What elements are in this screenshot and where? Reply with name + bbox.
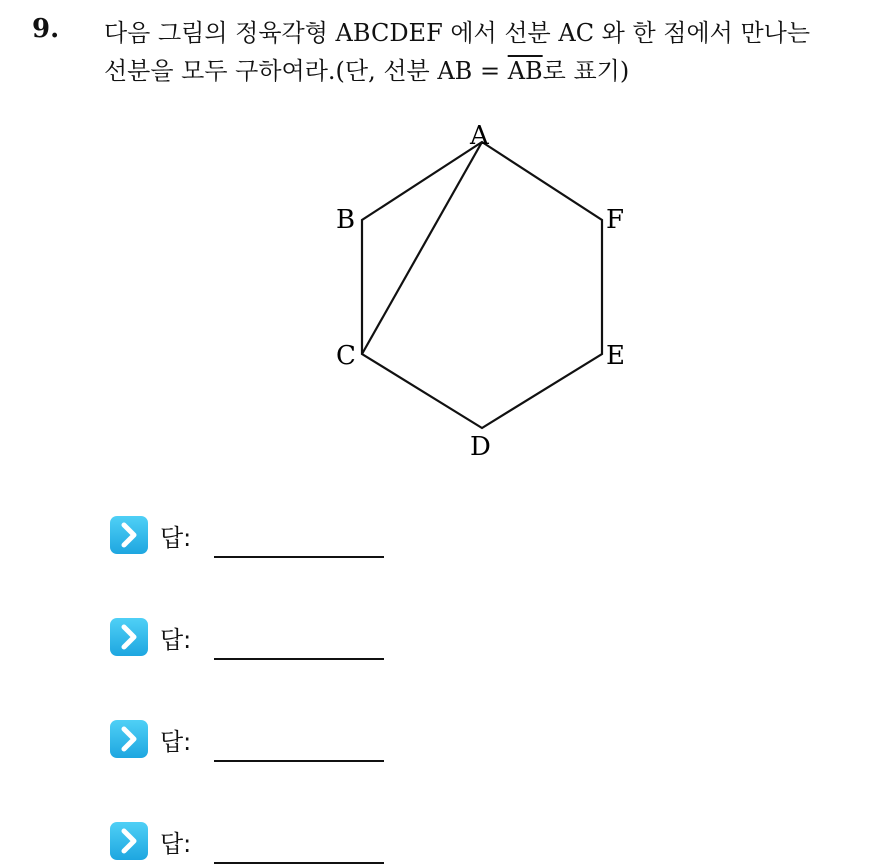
answer-blank[interactable] (214, 556, 384, 558)
question-number: 9. (32, 14, 60, 44)
chevron-right-icon (110, 618, 148, 656)
hexagon-outline (362, 142, 602, 428)
hexagon-figure (320, 110, 640, 470)
answer-blank[interactable] (214, 760, 384, 762)
chevron-right-icon (110, 516, 148, 554)
answer-row-2 (110, 618, 410, 658)
answer-label: 답: (160, 728, 192, 756)
answer-label: 답: (160, 524, 192, 552)
question-line-2 (104, 52, 874, 90)
answer-row-3 (110, 720, 410, 760)
vertex-label-a: A (470, 121, 489, 151)
chevron-right-icon (110, 822, 148, 860)
vertex-label-e: E (606, 341, 625, 371)
chevron-right-icon (110, 720, 148, 758)
segment-ac (362, 142, 482, 354)
vertex-label-f: F (606, 205, 625, 235)
answer-label: 답: (160, 830, 192, 858)
answer-blank[interactable] (214, 862, 384, 864)
question-text (104, 14, 874, 90)
answer-row-4 (110, 822, 410, 862)
answer-blank[interactable] (214, 658, 384, 660)
question-line-2-end: 로 표기) (542, 57, 630, 85)
question-line-2-start: 선분을 모두 구하여라.(단, 선분 AB = (104, 57, 508, 85)
vertex-label-d: D (470, 432, 491, 462)
overline-segment-notation: $\overline{AB}$ (507, 57, 543, 85)
vertex-label-b: B (336, 205, 356, 235)
question-line-1: 다음 그림의 정육각형 ABCDEF 에서 선분 AC 와 한 점에서 만나는 (104, 19, 811, 47)
answer-row-1 (110, 516, 410, 556)
answer-label: 답: (160, 626, 192, 654)
vertex-label-c: C (336, 341, 356, 371)
